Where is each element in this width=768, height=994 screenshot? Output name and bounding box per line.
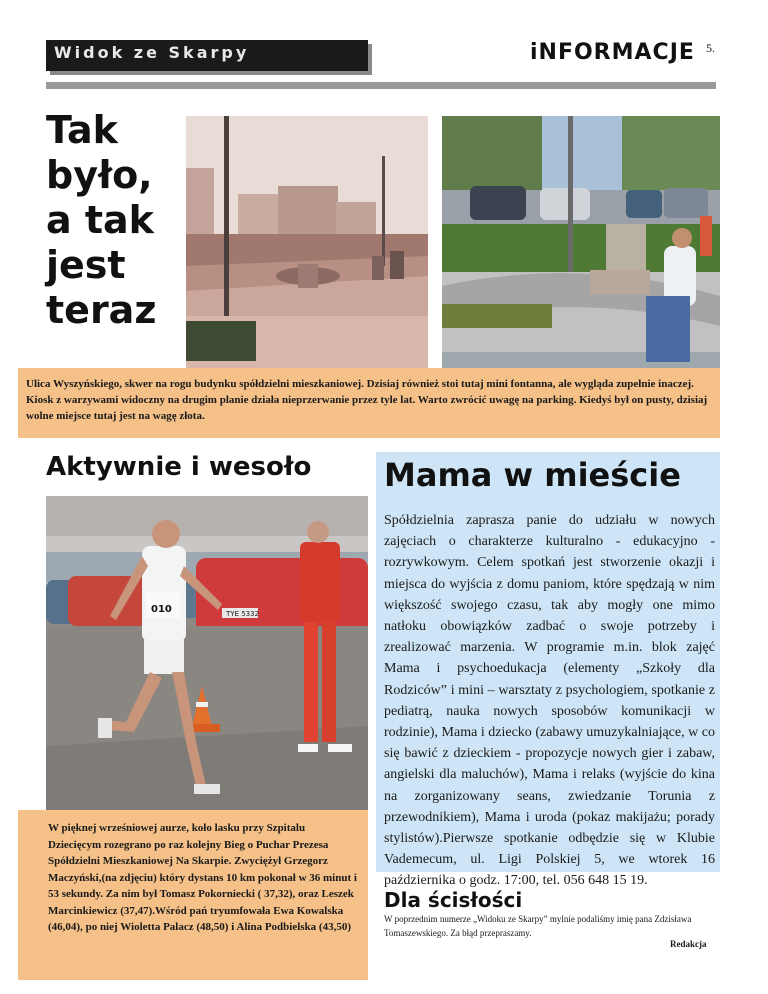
correction-text: W poprzednim numerze „Widoku ze Skarpy” mylnie podaliśmy imię pana Zdzisława Tomaszewskiego. Za błąd przepraszamy. (384, 914, 692, 938)
photo-square-then (186, 116, 428, 368)
correction-headline: Dla ścisłości (384, 888, 523, 912)
feature-title-line: teraz (46, 288, 157, 332)
section-label: iNFORMACJE (530, 40, 695, 65)
header-rule (46, 82, 716, 89)
feature-title-line: jest (46, 243, 126, 287)
bib-number: 010 (151, 604, 172, 615)
feature-title-line: Tak (46, 108, 118, 152)
photo-runner (46, 496, 368, 810)
photo-square-now (442, 116, 720, 368)
feature-title-line: było, (46, 153, 153, 197)
mama-body-text: Spółdzielnia zaprasza panie do udziału w nowych zajęciach o charakterze kulturalno - edukacyjno - rozrywkowym. Celem spotkań jest stworzenie okazji i miejsca do wyjścia z domu paniom, które spędzają w nim większość swojego czasu, tak aby mogły one mimo natłoku obowiązków zadbać o swoje potrzeby i zrealizować marzenia. W programie m.in. blok zajęć Mama i psychoedukacja (elementy „Szkoły dla Rodziców” i mini – warsztaty z psychologiem, spotkanie z pediatrą, nauka nowych sposobów komunikacji w rodzinie), Mama i dziecko (zabawy umuzykalniające, w co się bawić z dzieckiem - propozycje nowych gier i zabaw, angielski dla maluchów), Mama i relaks (wyjście do kina na zorganizowany seans, zwiedzanie Torunia z przewodnikiem), Mama i uroda (pokaz makijażu; porady stylistów).Pierwsze spotkanie odbędzie się w Klubie Vademecum, ul. Ligi Polskiej 5, we wtorek 16 października o godz. 17:00, tel. 056 648 15 19. (384, 513, 715, 889)
correction-signature: Redakcja (670, 939, 707, 949)
masthead-bar: Widok ze Skarpy (46, 40, 368, 71)
aktywnie-headline: Aktywnie i wesoło (46, 452, 312, 482)
car-plate: TYE 5332 (226, 610, 260, 618)
aktywnie-caption: W pięknej wrześniowej aurze, koło lasku przy Szpitalu Dziecięcym rozegrano po raz kolejny Bieg o Puchar Prezesa Spółdzielni Mieszkaniowej Na Skarpie. Zwyciężył Grzegorz Maczyński,(na zdjęciu) który dystans 10 km pokonał w 36 minut i 53 sekundy. Za nim był Tomasz Pokorniecki ( 37,32), oraz Leszek Marcinkiewicz (37,47).Wśród pań tryumfowała Ewa Kowalska (46,04), po niej Wioletta Palacz (48,50) i Alina Podbielska (43,50) (18, 810, 368, 980)
feature-title (46, 108, 186, 333)
mama-headline: Mama w mieście (384, 456, 681, 494)
feature-caption: Ulica Wyszyńskiego, skwer na rogu budynku spółdzielni mieszkaniowej. Dzisiaj również stoi tutaj mini fontanna, ale wygląda zupełnie inaczej. Kiosk z warzywami widoczny na drugim planie działa nieprzerwanie przez tyle lat. Warto zwrócić uwagę na parking. Kiedyś był on pusty, dzisiaj wolne miejsce tutaj jest na wagę złota. (18, 368, 720, 438)
page-number: 5. (706, 41, 715, 55)
feature-title-line: a tak (46, 198, 154, 242)
